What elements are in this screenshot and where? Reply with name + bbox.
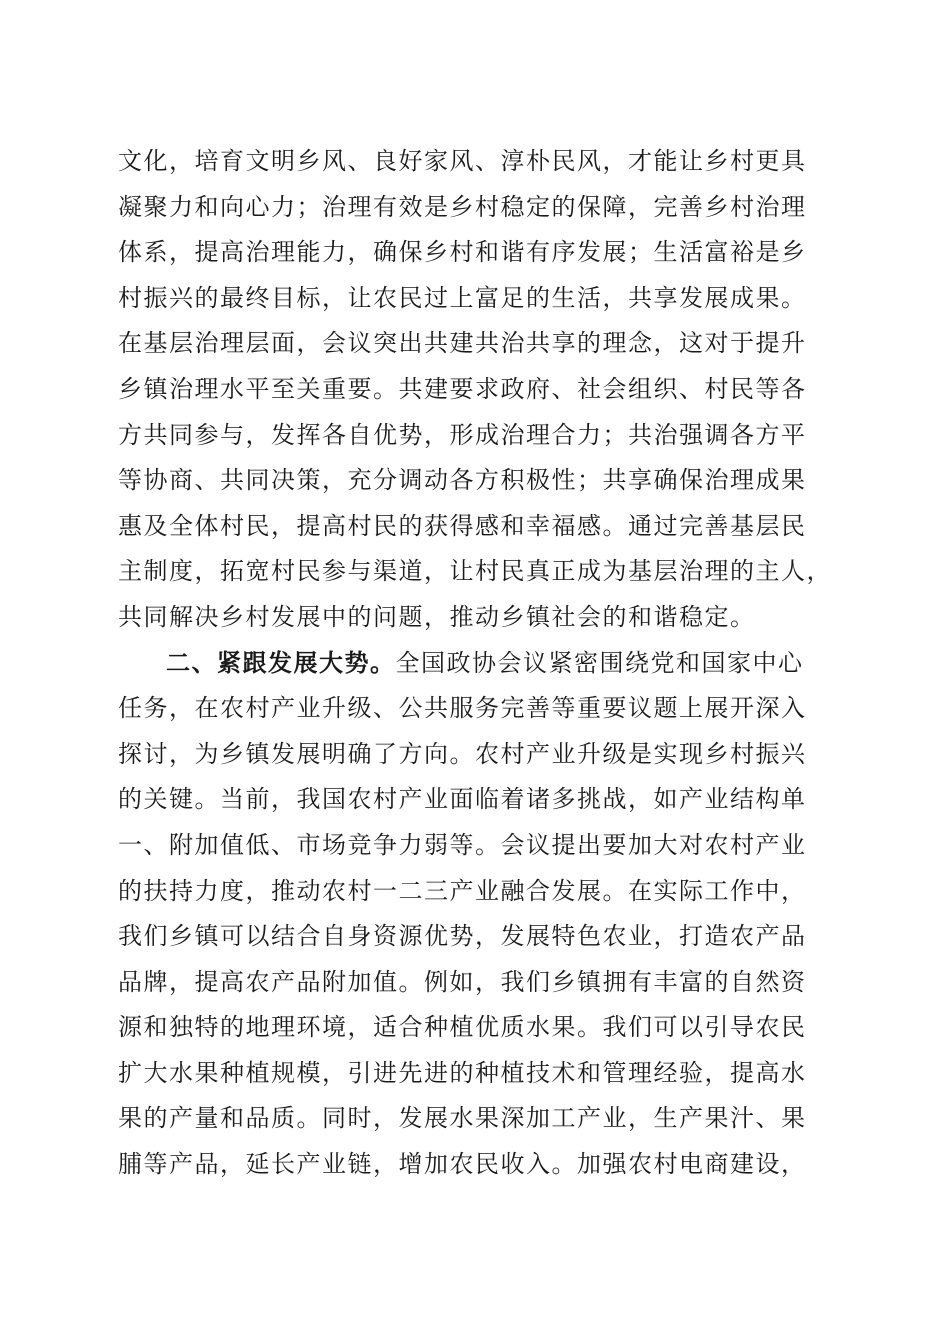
text-line: 乡镇治理水平至关重要。共建要求政府、社会组织、村民等各	[118, 374, 807, 403]
text-line: 一、附加值低、市场竞争力弱等。会议提出要加大对农村产业	[118, 830, 807, 859]
text-line: 惠及全体村民，提高村民的获得感和幸福感。通过完善基层民	[118, 511, 807, 540]
text-line: 探讨，为乡镇发展明确了方向。农村产业升级是实现乡村振兴	[118, 739, 807, 768]
section-2-heading: 二、紧跟发展大势。	[166, 648, 396, 677]
text-line: 的扶持力度，推动农村一二三产业融合发展。在实际工作中，	[118, 876, 807, 905]
text-line: 在基层治理层面，会议突出共建共治共享的理念，这对于提升	[118, 329, 807, 358]
body-text	[118, 139, 830, 1188]
section-2-first-line-rest: 全国政协会议紧密围绕党和国家中心	[395, 648, 804, 677]
text-line: 文化，培育文明乡风、良好家风、淳朴民风，才能让乡村更具	[118, 147, 807, 175]
text-line: 主制度，拓宽村民参与渠道，让村民真正成为基层治理的主人，	[118, 557, 832, 586]
text-line: 村振兴的最终目标，让农民过上富足的生活，共享发展成果。	[118, 283, 807, 312]
text-line: 果的产量和品质。同时，发展水果深加工产业，生产果汁、果	[118, 1104, 807, 1133]
text-line: 方共同参与，发挥各自优势，形成治理合力；共治强调各方平	[118, 420, 807, 449]
section-2-first-line	[118, 641, 830, 687]
text-line: 我们乡镇可以结合自身资源优势，发展特色农业，打造农产品	[118, 922, 807, 951]
text-line: 等协商、共同决策，充分调动各方积极性；共享确保治理成果	[118, 466, 807, 495]
text-line: 任务，在农村产业升级、公共服务完善等重要议题上展开深入	[118, 694, 807, 723]
text-line: 的关键。当前，我国农村产业面临着诸多挑战，如产业结构单	[118, 785, 807, 814]
text-line: 凝聚力和向心力；治理有效是乡村稳定的保障，完善乡村治理	[118, 192, 807, 221]
text-line: 脯等产品，延长产业链，增加农民收入。加强农村电商建设，	[118, 1150, 807, 1179]
text-line: 共同解决乡村发展中的问题，推动乡镇社会的和谐稳定。	[118, 602, 756, 631]
text-line: 品牌，提高农产品附加值。例如，我们乡镇拥有丰富的自然资	[118, 967, 807, 996]
text-line: 源和独特的地理环境，适合种植优质水果。我们可以引导农民	[118, 1013, 807, 1042]
text-line: 扩大水果种植规模，引进先进的种植技术和管理经验，提高水	[118, 1058, 807, 1087]
text-line: 体系，提高治理能力，确保乡村和谐有序发展；生活富裕是乡	[118, 238, 807, 267]
